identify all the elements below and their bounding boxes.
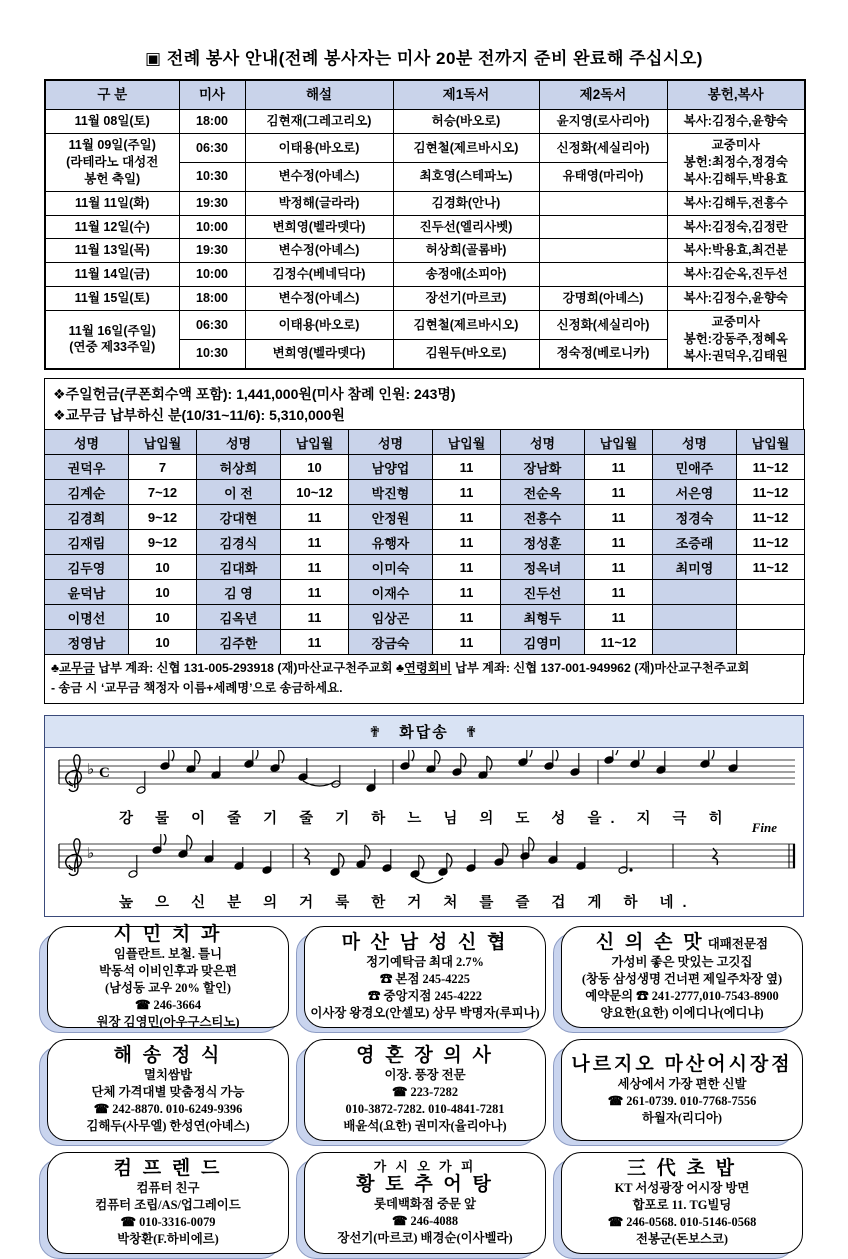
paid-month-cell: 11 [281,530,349,555]
paid-month-cell: 11~12 [737,455,805,480]
mass-time-cell: 19:30 [179,191,245,215]
paid-month-cell [737,580,805,605]
payer-name-cell: 정성훈 [501,530,585,555]
date-cell [45,287,179,311]
cell-line: 11월 13일(목) [74,243,150,258]
reading2-cell: 신정화(세실리아) [539,311,667,340]
paid-month-cell: 10~12 [281,480,349,505]
ad-line: 김해두(사무엘) 한성연(아녜스) [86,1119,250,1134]
payer-name-cell: 김영미 [501,630,585,655]
account-detail: 납부 계좌: 신협 131-005-293918 (재)마산교구천주교회 [94,661,396,676]
account-numbers-line [51,659,797,679]
payer-name-cell: 최미영 [653,555,737,580]
paid-month-cell: 11 [585,480,653,505]
ad-line: 하월자(리디아) [641,1110,723,1125]
ad-box [44,923,290,1030]
reading1-cell: 장선기(마르코) [393,287,539,311]
payer-name-cell: 김옥년 [197,605,281,630]
psalm-title: 화답송 [399,724,449,742]
paid-month-cell: 10 [129,630,197,655]
cell-line: 복사:김정수,윤향숙 [683,114,788,129]
paid-month-cell: 11 [433,580,501,605]
paid-month-cell: 11~12 [585,630,653,655]
paid-month-cell: 10 [129,580,197,605]
payer-name-cell [653,580,737,605]
ad-line: 멸치쌈밥 [144,1068,192,1083]
cell-line: 11월 12일(수) [74,219,150,234]
paid-month-cell: 7~12 [129,480,197,505]
reading2-cell [539,215,667,239]
commentator-cell: 변수정(아녜스) [245,239,393,263]
mass-time-cell: 06:30 [179,134,245,163]
ad-box-content [304,1039,546,1141]
duty-cell [667,134,805,192]
ad-line: 원장 김영민(아우구스티노) [96,1015,240,1030]
payer-name-cell: 김대화 [197,555,281,580]
payer-name-cell: 김경희 [45,505,129,530]
reading1-cell: 허승(바오로) [393,110,539,134]
duty-cell [667,110,805,134]
commentator-cell: 박정해(글라라) [245,191,393,215]
ad-line: ☎ 010-3316-0079 [120,1215,216,1230]
remit-instruction: - 송금 시 ‘교무금 책정자 이름+세례명’으로 송금하세요. [51,680,343,695]
schedule-row [45,215,805,239]
ad-box [558,1152,804,1256]
payer-name-cell: 윤덕남 [45,580,129,605]
reading1-cell: 김경화(안나) [393,191,539,215]
staff-line-1 [45,748,803,828]
ad-box [44,1039,290,1143]
schedule-header-row [45,80,805,110]
cell-line: 교중미사 [711,138,760,153]
payer-name-cell: 김 영 [197,580,281,605]
ad-box [301,926,547,1030]
payer-name-cell: 안정원 [349,505,433,530]
cell-line: 복사:김해두,박용효 [683,171,788,186]
payment-row [45,505,805,530]
paid-month-cell [737,605,805,630]
payment-row [45,530,805,555]
payment-col-header: 납입월 [433,430,501,455]
paid-month-cell: 11 [433,630,501,655]
ad-line: 이사장 왕경오(안셀모) 상무 박명자(루피나) [310,1006,540,1021]
mass-time-cell: 18:00 [179,110,245,134]
ad-box [301,1152,547,1256]
payment-col-header: 성명 [197,430,281,455]
payer-name-cell: 전순옥 [501,480,585,505]
paid-month-cell: 11 [585,530,653,555]
reading1-cell: 송정애(소피아) [393,263,539,287]
paid-month-cell: 9~12 [129,505,197,530]
payer-name-cell: 김계순 [45,480,129,505]
reading1-cell: 김현철(제르바시오) [393,311,539,340]
paid-month-cell: 11 [281,630,349,655]
ad-title: 마 산 남 성 신 협 [341,932,509,954]
schedule-row [45,287,805,311]
payer-name-cell: 권덕우 [45,455,129,480]
paid-month-cell: 11 [281,605,349,630]
ad-box [558,1039,804,1143]
ad-line: 정기예탁금 최대 2.7% [366,955,484,970]
psalm-title-bar [45,716,803,748]
responsorial-psalm-box [44,715,804,917]
reading1-cell: 진두선(엘리사벳) [393,215,539,239]
ad-title: 영 혼 장 의 사 [356,1045,494,1067]
cell-line: 11월 14일(금) [74,267,150,282]
ad-line: 양요한(요한) 이에디나(에디냐) [600,1006,764,1021]
date-cell [45,191,179,215]
ad-line: 컴퓨터 조립/AS/업그레이드 [95,1198,241,1213]
mass-time-cell: 10:00 [179,215,245,239]
ad-line: 세상에서 가장 편한 신발 [617,1076,747,1091]
cross-icon: ✟ [368,724,384,742]
staff-line-2 [45,832,803,912]
ad-line: (창동 삼성생명 건너편 제일주차장 옆) [581,972,783,987]
ad-line: ☎ 중앙지점 245-4222 [368,989,482,1004]
ad-box-content [304,1152,546,1254]
paid-month-cell: 11 [585,455,653,480]
cell-line: 복사:김정숙,김정란 [683,219,788,234]
ad-line: ☎ 261-0739. 010-7768-7556 [607,1093,757,1108]
ad-line: ☎ 223-7282 [391,1085,459,1100]
payer-name-cell: 유행자 [349,530,433,555]
payer-name-cell: 김두영 [45,555,129,580]
payment-col-header: 납입월 [281,430,349,455]
duty-cell [667,263,805,287]
schedule-col-header: 제2독서 [539,80,667,110]
commentator-cell: 이태용(바오로) [245,134,393,163]
commentator-cell: 김현재(그레고리오) [245,110,393,134]
reading1-cell: 허상희(골롬바) [393,239,539,263]
cell-line: 교중미사 [711,315,760,330]
reading2-cell: 강명희(아녜스) [539,287,667,311]
paid-month-cell: 11~12 [737,480,805,505]
payer-name-cell: 이 전 [197,480,281,505]
payer-name-cell: 김주한 [197,630,281,655]
reading2-cell: 정숙정(베로니카) [539,339,667,368]
cell-line: (연중 제33주일) [69,340,156,355]
cell-line: 11월 15일(토) [74,291,150,306]
commentator-cell: 변수정(아녜스) [245,287,393,311]
payment-row [45,630,805,655]
paid-month-cell: 11 [433,480,501,505]
page-title: ▣ 전례 봉사 안내(전례 봉사자는 미사 20분 전까지 준비 완료해 주십시오) [145,49,703,68]
svg-text:C: C [99,765,110,782]
ad-box [44,1152,290,1256]
paid-month-cell: 10 [281,455,349,480]
reading2-cell: 신정화(세실리아) [539,134,667,163]
payment-row [45,455,805,480]
reading1-cell: 최호영(스테파노) [393,162,539,191]
reading2-cell [539,239,667,263]
ad-line: (남성동 교우 20% 할인) [104,980,232,995]
payment-header-row [45,430,805,455]
mass-time-cell: 10:30 [179,339,245,368]
paid-month-cell: 9~12 [129,530,197,555]
ad-line: 박창환(F.하비에르) [117,1232,219,1247]
lyrics-line-2: 높 으 신 분 의 거 룩 한 거 처 를 즐 겁 게 하 네. [119,895,696,912]
payment-col-header: 납입월 [585,430,653,455]
paid-month-cell: 10 [129,605,197,630]
payer-name-cell: 진두선 [501,580,585,605]
cell-line: 11월 08일(토) [74,114,150,129]
cross-icon: ✟ [464,724,480,742]
duty-cell [667,191,805,215]
payer-name-cell: 강대현 [197,505,281,530]
liturgy-schedule-table [44,79,806,370]
paid-month-cell: 11 [433,555,501,580]
schedule-row [45,239,805,263]
schedule-row [45,263,805,287]
paid-month-cell: 11 [585,555,653,580]
music-staff-2 [53,834,797,892]
payment-row [45,480,805,505]
reading1-cell: 김현철(제르바시오) [393,134,539,163]
paid-month-cell: 11~12 [737,555,805,580]
cell-line: 복사:김해두,전흥수 [683,195,788,210]
dues-paid-line: ❖교무금 납부하신 분(10/31~11/6): 5,310,000원 [53,407,345,424]
payer-name-cell: 박진형 [349,480,433,505]
reading2-cell [539,263,667,287]
paid-month-cell: 11 [433,455,501,480]
ad-pretitle: 가 시 오 가 피 [373,1158,477,1174]
schedule-row [45,110,805,134]
ad-line: 장선기(마르코) 배경순(이사벨라) [337,1231,513,1246]
account-label: 연령회비 [404,661,452,676]
date-cell [45,215,179,239]
payer-name-cell: 전흥수 [501,505,585,530]
dues-payment-table [44,429,805,655]
payment-col-header: 성명 [349,430,433,455]
schedule-row [45,134,805,163]
commentator-cell: 변희영(벨라뎃다) [245,339,393,368]
ad-line: ☎ 246-0568. 010-5146-0568 [607,1215,757,1230]
reading2-cell: 윤지영(로사리아) [539,110,667,134]
paid-month-cell: 11 [585,605,653,630]
mass-time-cell: 19:30 [179,239,245,263]
ad-title: 해 송 정 식 [113,1045,223,1067]
mass-time-cell: 10:00 [179,263,245,287]
cell-line: (라테라노 대성전 [66,154,159,169]
paid-month-cell: 11 [281,555,349,580]
cell-line: 복사:김순옥,진두선 [683,267,788,282]
ad-line: 예약문의 ☎ 241-2777,010-7543-8900 [585,989,779,1004]
payer-name-cell: 서은영 [653,480,737,505]
ad-title: 三 代 초 밥 [627,1158,737,1180]
payer-name-cell: 장남화 [501,455,585,480]
ad-line: 합포로 11. TG빌딩 [632,1198,732,1213]
payer-name-cell [653,630,737,655]
reading1-cell: 김원두(바오로) [393,339,539,368]
ad-line: 박동석 이비인후과 맞은편 [99,963,237,978]
payment-col-header: 납입월 [737,430,805,455]
commentator-cell: 변희영(벨라뎃다) [245,215,393,239]
cell-line: 봉헌:강동주,정혜옥 [683,331,788,346]
paid-month-cell: 11 [281,505,349,530]
ad-line: ☎ 242-8870. 010-6249-9396 [93,1102,243,1117]
svg-text:♭: ♭ [87,844,95,863]
ad-box-content [561,926,803,1028]
payer-name-cell: 김경식 [197,530,281,555]
club-bullet-icon: ♣ [395,661,405,676]
paid-month-cell: 11 [433,530,501,555]
schedule-row [45,191,805,215]
reading2-cell: 유태영(마리아) [539,162,667,191]
account-detail: 납부 계좌: 신협 137-001-949962 (재)마산교구천주교회 [451,661,750,676]
ad-title: 황 토 추 어 탕 [356,1174,494,1195]
ad-line: ☎ 246-4088 [391,1213,459,1228]
payment-col-header: 납입월 [129,430,197,455]
payer-name-cell: 김재림 [45,530,129,555]
lyrics-line-1: 강 물 이 줄 기 줄 기 하 느 님 의 도 성 을. 지 극 히 [119,811,732,828]
date-cell [45,311,179,369]
fine-marking: Fine [751,820,777,836]
ad-box-content [561,1039,803,1141]
payer-name-cell [653,605,737,630]
paid-month-cell: 11 [281,580,349,605]
ad-line: 임플란트. 보철. 틀니 [113,946,223,961]
paid-month-cell: 10 [129,555,197,580]
ad-title: 시 민 치 과 [113,923,223,945]
paid-month-cell: 11 [433,605,501,630]
payer-name-cell: 임상곤 [349,605,433,630]
ad-title: 나르지오 마산어시장점 [571,1053,793,1075]
duty-cell [667,215,805,239]
paid-month-cell: 11~12 [737,530,805,555]
payer-name-cell: 정경숙 [653,505,737,530]
payer-name-cell: 이미숙 [349,555,433,580]
svg-text:♭: ♭ [87,760,95,779]
sunday-offering-line: ❖주일헌금(쿠폰회수액 포함): 1,441,000원(미사 참례 인원: 243명) [53,385,456,402]
account-label: 교무금 [59,661,95,676]
payment-row [45,605,805,630]
payer-name-cell: 정옥녀 [501,555,585,580]
duty-cell [667,311,805,369]
ad-line: 롯데백화점 중문 앞 [374,1196,476,1211]
paid-month-cell: 11 [585,580,653,605]
payment-col-header: 성명 [45,430,129,455]
cell-line: 봉헌 축일) [84,171,141,186]
payment-row [45,580,805,605]
payer-name-cell: 장금숙 [349,630,433,655]
schedule-col-header: 제1독서 [393,80,539,110]
payer-name-cell: 조증래 [653,530,737,555]
paid-month-cell: 11~12 [737,505,805,530]
ad-box [301,1039,547,1143]
schedule-col-header: 봉헌,복사 [667,80,805,110]
ad-line: ☎ 본점 245-4225 [379,972,471,987]
ad-line: 가성비 좋은 맛있는 고깃집 [611,955,753,970]
advertisement-grid [44,923,804,1256]
cell-line: 복사:김정수,윤향숙 [683,291,788,306]
ad-box-content [304,926,546,1028]
ad-box-content [561,1152,803,1254]
cell-line: 복사:박용효,최건분 [683,243,788,258]
payment-row [45,555,805,580]
ad-box-content [47,1152,289,1254]
reading2-cell [539,191,667,215]
cell-line: 11월 11일(화) [75,195,150,210]
ad-box-content [47,1039,289,1141]
payer-name-cell: 이명선 [45,605,129,630]
payer-name-cell: 민애주 [653,455,737,480]
commentator-cell: 김정수(베네딕다) [245,263,393,287]
duty-cell [667,239,805,263]
paid-month-cell: 11 [585,505,653,530]
payment-col-header: 성명 [653,430,737,455]
schedule-col-header: 해설 [245,80,393,110]
cell-line: 11월 09일(주일) [68,138,156,153]
mass-time-cell: 06:30 [179,311,245,340]
ad-title: 신 의 손 맛 대패전문점 [595,932,769,954]
payer-name-cell: 허상희 [197,455,281,480]
music-staff-1 [53,750,797,808]
commentator-cell: 이태용(바오로) [245,311,393,340]
ad-line: 컴퓨터 친구 [136,1181,200,1196]
ad-title-suffix: 대패전문점 [704,937,769,952]
payer-name-cell: 최형두 [501,605,585,630]
mass-time-cell: 18:00 [179,287,245,311]
schedule-col-header: 구 분 [45,80,179,110]
ad-box [558,926,804,1030]
ad-line: 010-3872-7282. 010-4841-7281 [345,1102,505,1117]
ad-line: ☎ 246-3664 [134,997,202,1012]
payment-col-header: 성명 [501,430,585,455]
ad-line: KT 서성광장 어시장 방면 [614,1181,750,1196]
paid-month-cell [737,630,805,655]
club-bullet-icon: ♣ [51,661,60,676]
cell-line: 11월 16일(주일) [68,323,156,338]
ad-title: 컴 프 렌 드 [113,1158,223,1180]
commentator-cell: 변수정(아녜스) [245,162,393,191]
date-cell [45,239,179,263]
payer-name-cell: 남양업 [349,455,433,480]
payer-name-cell: 정영남 [45,630,129,655]
ad-line: 이장. 풍장 전문 [384,1068,466,1083]
paid-month-cell: 11 [433,505,501,530]
finance-summary [44,378,804,429]
cell-line: 봉헌:최정수,정경숙 [683,154,788,169]
ad-line: 배윤석(요한) 권미자(율리아나) [343,1119,507,1134]
schedule-col-header: 미사 [179,80,245,110]
date-cell [45,110,179,134]
mass-time-cell: 10:30 [179,162,245,191]
account-notes [44,655,804,704]
cell-line: 복사:권덕우,김태원 [683,348,788,363]
ad-line: 전봉군(돈보스코) [635,1232,729,1247]
date-cell [45,263,179,287]
payer-name-cell: 이재수 [349,580,433,605]
paid-month-cell: 7 [129,455,197,480]
ad-box-content [47,923,289,1030]
schedule-row [45,311,805,340]
ad-line: 단체 가격대별 맞춤정식 가능 [91,1085,245,1100]
date-cell [45,134,179,192]
duty-cell [667,287,805,311]
